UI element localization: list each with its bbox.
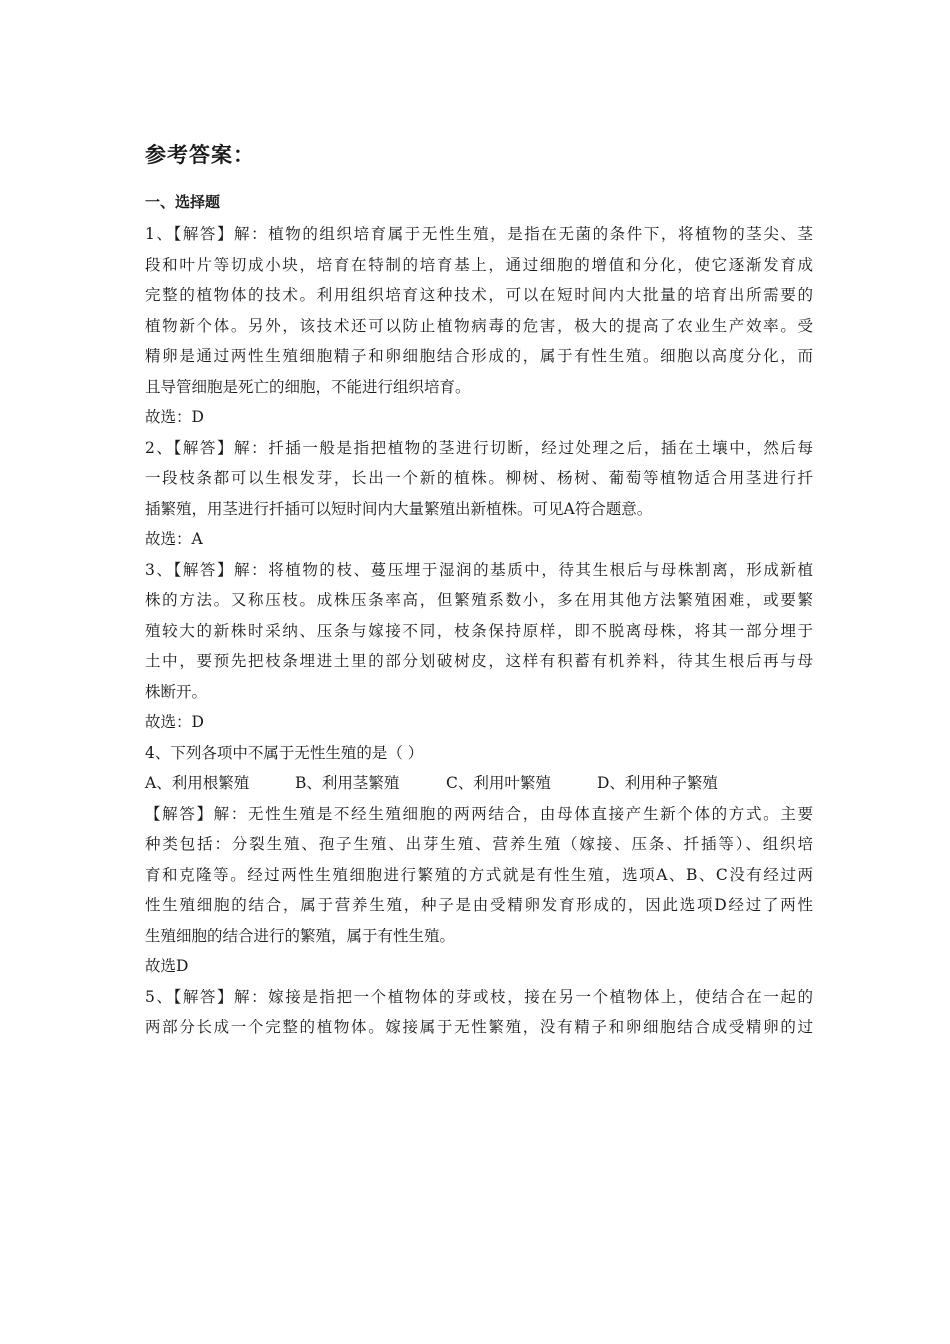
q4-line: 种类包括：分裂生殖、孢子生殖、出芽生殖、营养生殖（嫁接、压条、扦插等）、组织培 xyxy=(145,835,813,853)
option-d: D、利用种子繁殖 xyxy=(597,774,718,792)
q5-line: 5、【解答】解：嫁接是指把一个植物体的芽或枝，接在另一个植物体上，使结合在一起的 xyxy=(145,987,813,1006)
q5-line: 两部分长成一个完整的植物体。嫁接属于无性繁殖，没有精子和卵细胞结合成受精卵的过 xyxy=(145,1018,813,1036)
option-c: C、利用叶繁殖 xyxy=(446,774,551,792)
q2-line: 插繁殖，用茎进行扦插可以短时间内大量繁殖出新植株。可见A符合题意。 xyxy=(145,499,653,518)
q4-line: 育和克隆等。经过两性生殖细胞进行繁殖的方式就是有性生殖，选项A、B、C没有经过两 xyxy=(145,865,813,884)
q3-line: 株的方法。又称压枝。成株压条率高，但繁殖系数小，多在用其他方法繁殖困难，或要繁 xyxy=(145,591,813,609)
q4-options xyxy=(145,768,745,799)
option-b: B、利用茎繁殖 xyxy=(295,774,400,792)
page-title: 参考答案： xyxy=(145,143,255,167)
q2-line: 2、【解答】解：扦插一般是指把植物的茎进行切断，经过处理之后，插在土壤中，然后每 xyxy=(145,438,813,457)
q4-line: 生殖细胞的结合进行的繁殖，属于有性生殖。 xyxy=(145,926,456,945)
q1-line: 精卵是通过两性生殖细胞精子和卵细胞结合形成的，属于有性生殖。细胞以高度分化，而 xyxy=(145,347,813,365)
q4-line: 性生殖细胞的结合，属于营养生殖，种子是由受精卵发育形成的，因此选项D经过了两性 xyxy=(145,896,813,914)
q1-line: 植物新个体。另外，该技术还可以防止植物病毒的危害，极大的提高了农业生产效率。受 xyxy=(145,316,813,335)
q3-line: 3、【解答】解：将植物的枝、蔓压埋于湿润的基质中，待其生根后与母株割离，形成新植 xyxy=(145,560,813,579)
q4-question: 4、下列各项中不属于无性生殖的是（ ） xyxy=(145,743,424,762)
q1-line: 且导管细胞是死亡的细胞，不能进行组织培育。 xyxy=(145,377,471,396)
q1-line: 段和叶片等切成小块，培育在特制的培育基上，通过细胞的增值和分化，使它逐渐发育成 xyxy=(145,255,813,274)
option-a: A、利用根繁殖 xyxy=(145,774,250,792)
q2-line: 一段枝条都可以生根发芽，长出一个新的植株。柳树、杨树、葡萄等植物适合用茎进行扦 xyxy=(145,469,813,487)
q3-answer: 故选：D xyxy=(145,713,204,731)
answer-body xyxy=(145,219,813,1043)
q4-line: 【解答】解：无性生殖是不经生殖细胞的两两结合，由母体直接产生新个体的方式。主要 xyxy=(145,804,813,823)
q1-line: 完整的植物体的技术。利用组织培育这种技术，可以在短时间内大批量的培育出所需要的 xyxy=(145,286,813,304)
q2-answer: 故选：A xyxy=(145,530,203,548)
section-heading: 一、选择题 xyxy=(145,193,221,211)
q1-line: 1、【解答】解：植物的组织培育属于无性生殖，是指在无菌的条件下，将植物的茎尖、茎 xyxy=(145,225,813,243)
q3-line: 土中，要预先把枝条埋进土里的部分划破树皮，这样有积蓄有机养料，待其生根后再与母 xyxy=(145,652,813,670)
q3-line: 株断开。 xyxy=(145,682,208,701)
q1-answer: 故选：D xyxy=(145,408,204,426)
q4-answer: 故选D xyxy=(145,957,189,975)
q3-line: 殖较大的新株时采纳、压条与嫁接不同，枝条保持原样，即不脱离母株，将其一部分埋于 xyxy=(145,621,813,640)
